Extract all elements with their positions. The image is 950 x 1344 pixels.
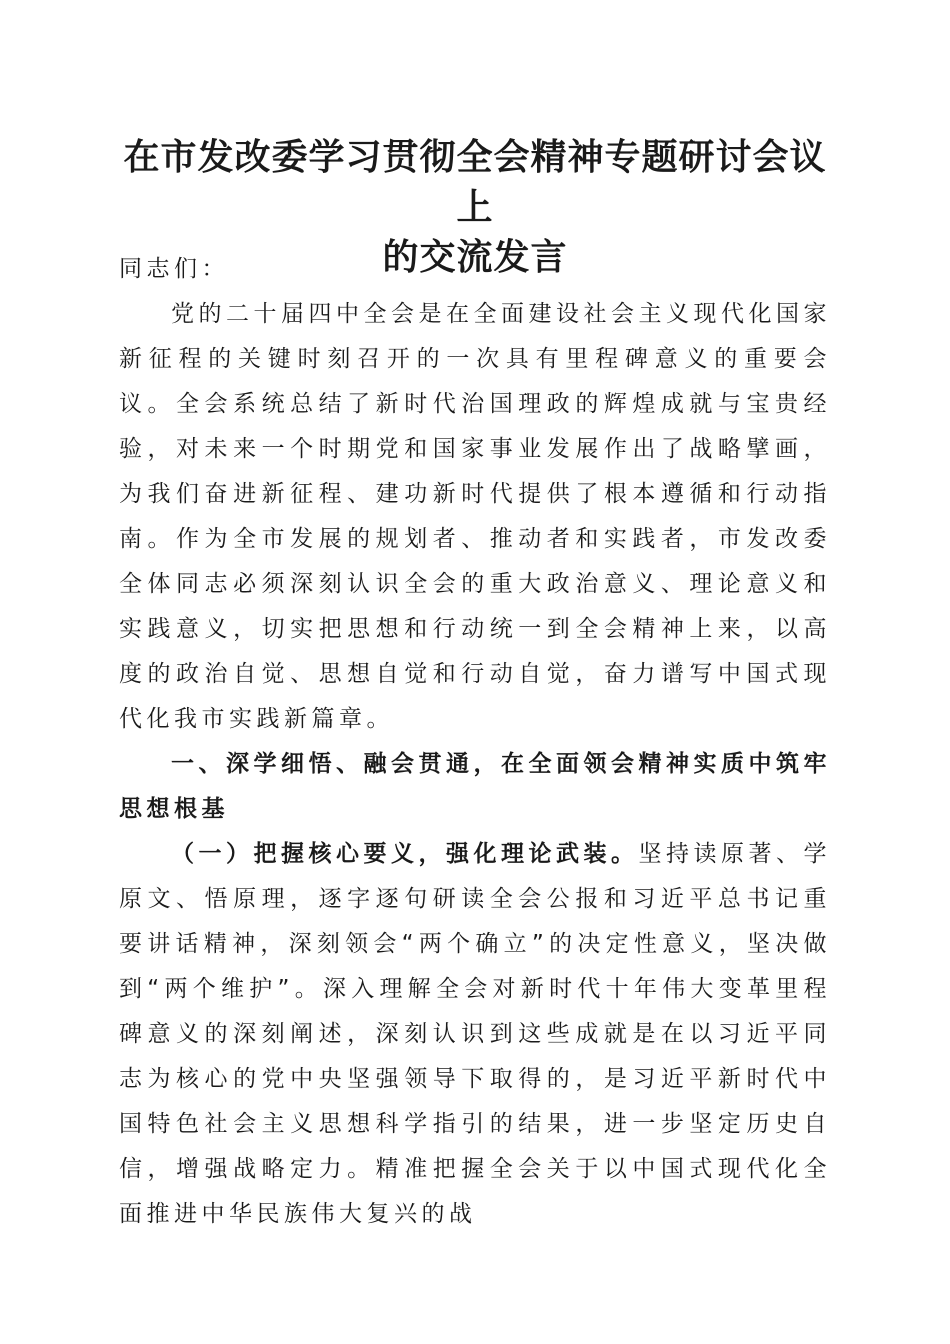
section-heading-1: 一、深学细悟、融会贯通，在全面领会精神实质中筑牢思想根基 xyxy=(119,751,831,822)
subsection-paragraph-1 xyxy=(119,832,831,1237)
subsection-title-1: （一）把握核心要义，强化理论武装。 xyxy=(171,841,639,867)
title-line-1: 在市发改委学习贯彻全会精神专题研讨会议上 xyxy=(123,136,827,228)
intro-paragraph: 党的二十届四中全会是在全面建设社会主义现代化国家新征程的关键时刻召开的一次具有里程碑意义的重要会议。全会系统总结了新时代治国理政的辉煌成就与宝贵经验，对未来一个时期党和国家事业发展作出了战略擘画，为我们奋进新征程、建功新时代提供了根本遵循和行动指南。作为全市发展的规划者、推动者和实践者，市发改委全体同志必须深刻认识全会的重大政治意义、理论意义和实践意义，切实把思想和行动统一到全会精神上来，以高度的政治自觉、思想自觉和行动自觉，奋力谱写中国式现代化我市实践新篇章。 xyxy=(119,301,831,732)
salutation: 同志们： xyxy=(119,256,229,282)
document-body xyxy=(119,247,831,1237)
title-line-2: 的交流发言 xyxy=(382,236,568,278)
subsection-text-1: 坚持读原著、学原文、悟原理，逐字逐句研读全会公报和习近平总书记重要讲话精神，深刻领会“两个确立”的决定性意义，坚决做到“两个维护”。深入理解全会对新时代十年伟大变革里程碑意义的深刻阐述，深刻认识到这些成就是在以习近平同志为核心的党中央坚强领导下取得的，是习近平新时代中国特色社会主义思想科学指引的结果，进一步坚定历史自信，增强战略定力。精准把握全会关于以中国式现代化全面推进中华民族伟大复兴的战 xyxy=(119,841,831,1227)
